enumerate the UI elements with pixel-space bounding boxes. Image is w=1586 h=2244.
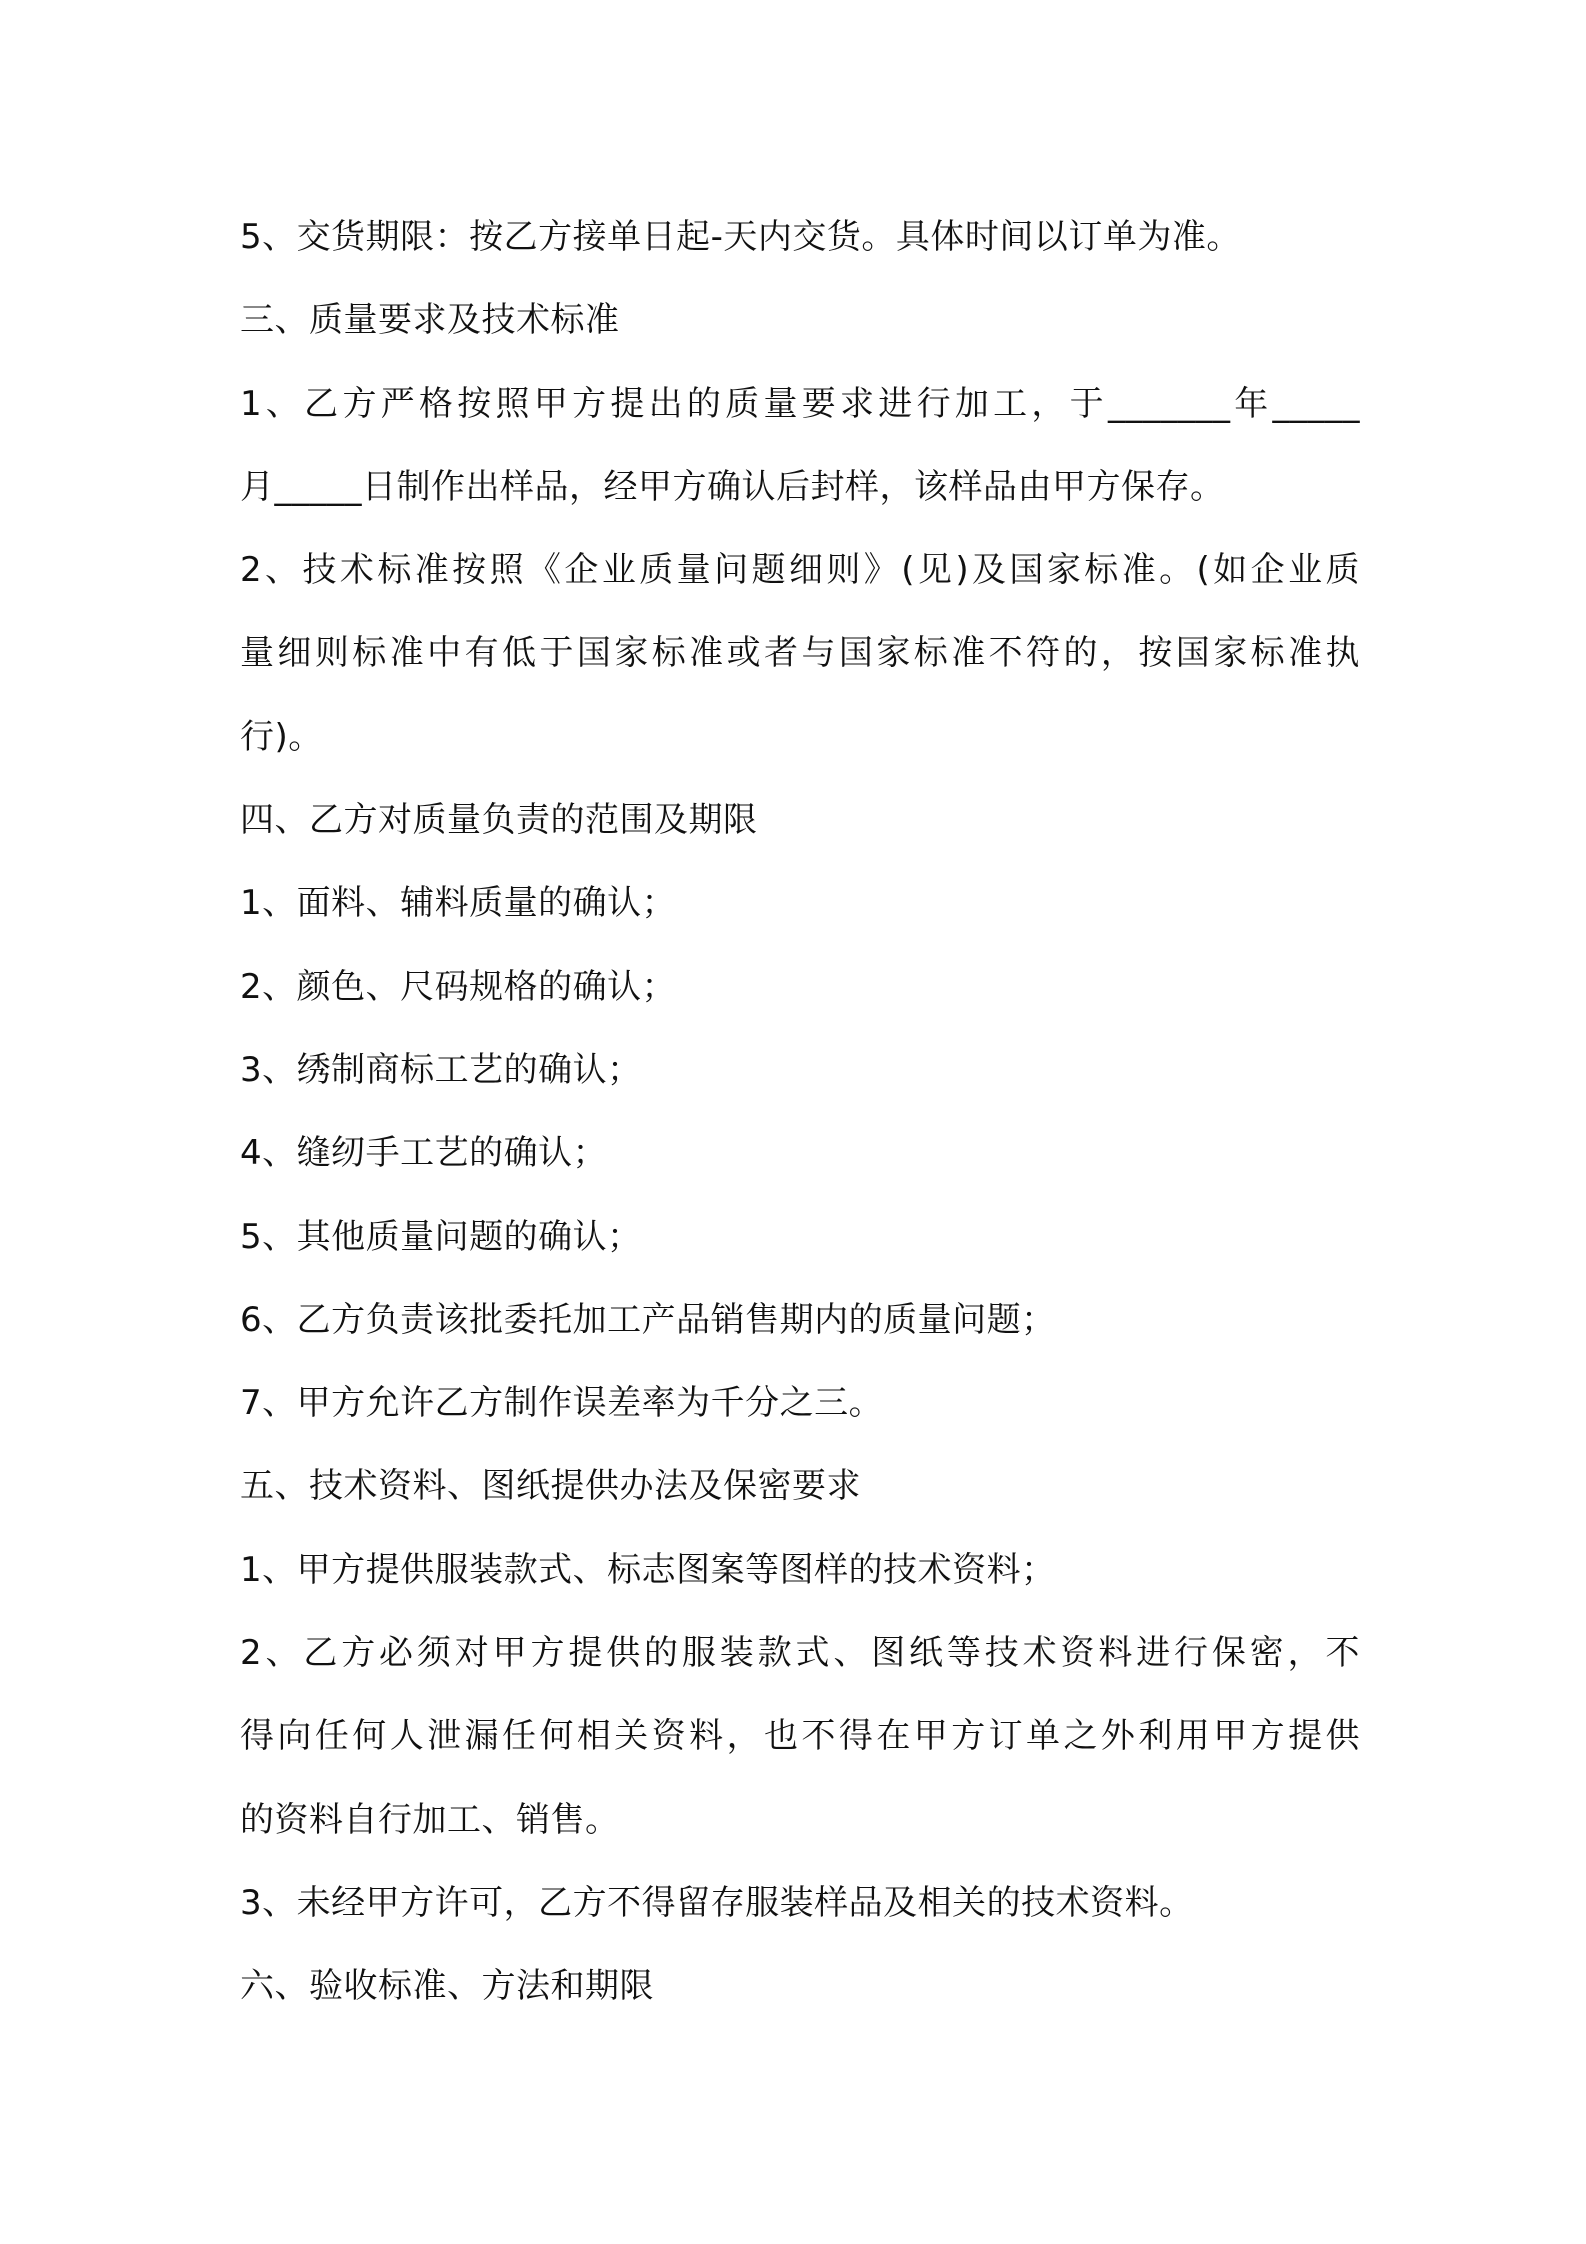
clause-5-3: 3、未经甲方许可，乙方不得留存服装样品及相关的技术资料。 — [240, 1882, 1194, 1923]
clause-4-2: 2、颜色、尺码规格的确认； — [240, 966, 677, 1007]
clause-4-4: 4、缝纫手工艺的确认； — [240, 1133, 608, 1174]
clause-3-2-line-3: 行)。 — [240, 716, 323, 757]
document-body — [240, 196, 1360, 2029]
clause-3-1-line-1: 1、乙方严格按照甲方提出的质量要求进行加工，于_______年_____ — [240, 383, 1360, 424]
clause-4-3: 3、绣制商标工艺的确认； — [240, 1049, 642, 1090]
section-5-heading: 五、技术资料、图纸提供办法及保密要求 — [240, 1466, 861, 1507]
clause-4-6: 6、乙方负责该批委托加工产品销售期内的质量问题； — [240, 1299, 1056, 1340]
clause-3-1-line-2: 月_____日制作出样品，经甲方确认后封样，该样品由甲方保存。 — [240, 466, 1225, 507]
section-4-heading: 四、乙方对质量负责的范围及期限 — [240, 800, 758, 841]
clause-4-7: 7、甲方允许乙方制作误差率为千分之三。 — [240, 1383, 884, 1424]
clause-5-2-line-3: 的资料自行加工、销售。 — [240, 1799, 620, 1840]
section-3-heading: 三、质量要求及技术标准 — [240, 300, 620, 341]
section-6-heading: 六、验收标准、方法和期限 — [240, 1966, 654, 2007]
clause-3-2-line-1: 2、技术标准按照《企业质量问题细则》(见)及国家标准。(如企业质 — [240, 550, 1360, 591]
clause-4-5: 5、其他质量问题的确认； — [240, 1216, 642, 1257]
clause-3-2-line-2: 量细则标准中有低于国家标准或者与国家标准不符的，按国家标准执 — [240, 633, 1360, 674]
clause-5-1: 1、甲方提供服装款式、标志图案等图样的技术资料； — [240, 1549, 1056, 1590]
clause-5-2-line-2: 得向任何人泄漏任何相关资料，也不得在甲方订单之外利用甲方提供 — [240, 1716, 1360, 1757]
clause-5-delivery-term: 5、交货期限：按乙方接单日起-天内交货。具体时间以订单为准。 — [240, 217, 1241, 257]
clause-5-2-line-1: 2、乙方必须对甲方提供的服装款式、图纸等技术资料进行保密，不 — [240, 1633, 1360, 1674]
clause-4-1: 1、面料、辅料质量的确认； — [240, 883, 677, 924]
